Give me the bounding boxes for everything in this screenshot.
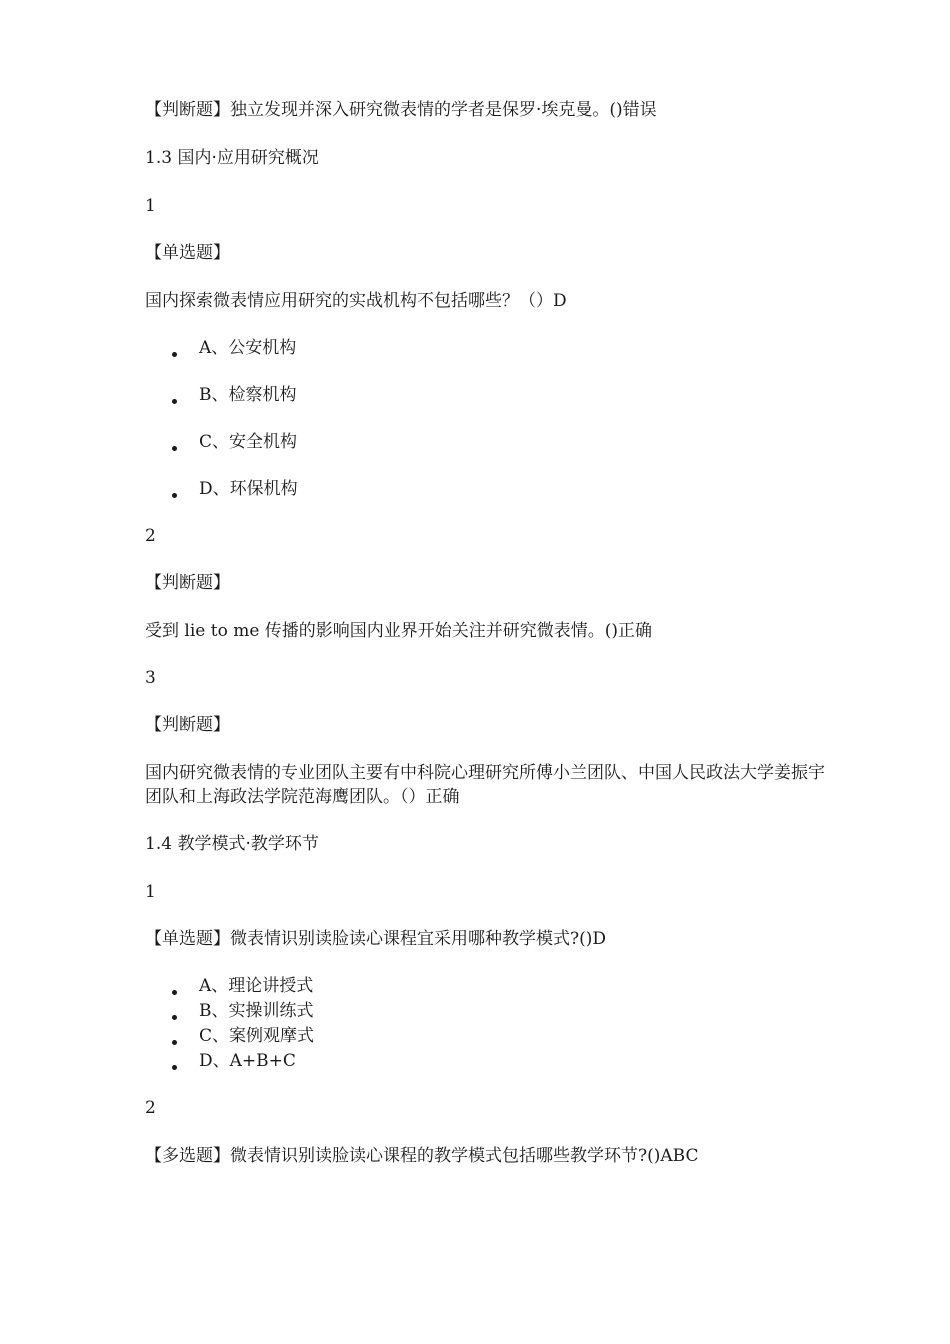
question-number: 3 [145, 668, 156, 688]
bullet-icon [172, 990, 177, 995]
question-number: 1 [145, 196, 156, 216]
option-label: D、环保机构 [199, 479, 298, 499]
list-item [172, 999, 314, 1023]
bullet-icon [172, 399, 177, 404]
list-item [172, 383, 297, 407]
bullet-icon [172, 352, 177, 357]
option-label: B、检察机构 [199, 385, 297, 405]
option-label: D、A+B+C [199, 1051, 296, 1071]
list-item [172, 1024, 314, 1048]
question-text: 【单选题】微表情识别读脸读心课程宜采用哪种教学模式?()D [145, 929, 607, 949]
option-label: C、案例观摩式 [199, 1026, 315, 1046]
list-item [172, 430, 297, 454]
list-item [172, 336, 296, 360]
section-heading-1-3: 1.3 国内·应用研究概况 [145, 148, 319, 168]
question-number: 2 [145, 1098, 156, 1118]
question-type-label: 【判断题】 [145, 715, 230, 735]
line-judge-1: 【判断题】独立发现并深入研究微表情的学者是保罗·埃克曼。()错误 [145, 100, 657, 120]
question-text: 受到 lie to me 传播的影响国内业界开始关注并研究微表情。()正确 [145, 621, 653, 641]
question-type-label: 【单选题】 [145, 243, 230, 263]
option-label: C、安全机构 [199, 432, 298, 452]
bullet-icon [172, 493, 177, 498]
bullet-icon [172, 1065, 177, 1070]
section-heading-1-4: 1.4 教学模式·教学环节 [145, 834, 319, 854]
list-item [172, 974, 313, 998]
option-label: A、理论讲授式 [199, 976, 314, 996]
question-text: 【多选题】微表情识别读脸读心课程的教学模式包括哪些教学环节?()ABC [145, 1146, 699, 1166]
option-label: A、公安机构 [199, 338, 297, 358]
question-number: 2 [145, 526, 156, 546]
bullet-icon [172, 1040, 177, 1045]
bullet-icon [172, 1015, 177, 1020]
list-item [172, 477, 298, 501]
question-text: 国内探索微表情应用研究的实战机构不包括哪些？（）D [145, 291, 567, 311]
option-label: B、实操训练式 [199, 1001, 314, 1021]
list-item [172, 1049, 296, 1073]
question-text: 国内研究微表情的专业团队主要有中科院心理研究所傅小兰团队、中国人民政法大学姜振宇团队和上海政法学院范海鹰团队。（）正确 [145, 763, 825, 807]
bullet-icon [172, 446, 177, 451]
question-number: 1 [145, 882, 156, 902]
question-type-label: 【判断题】 [145, 573, 230, 593]
